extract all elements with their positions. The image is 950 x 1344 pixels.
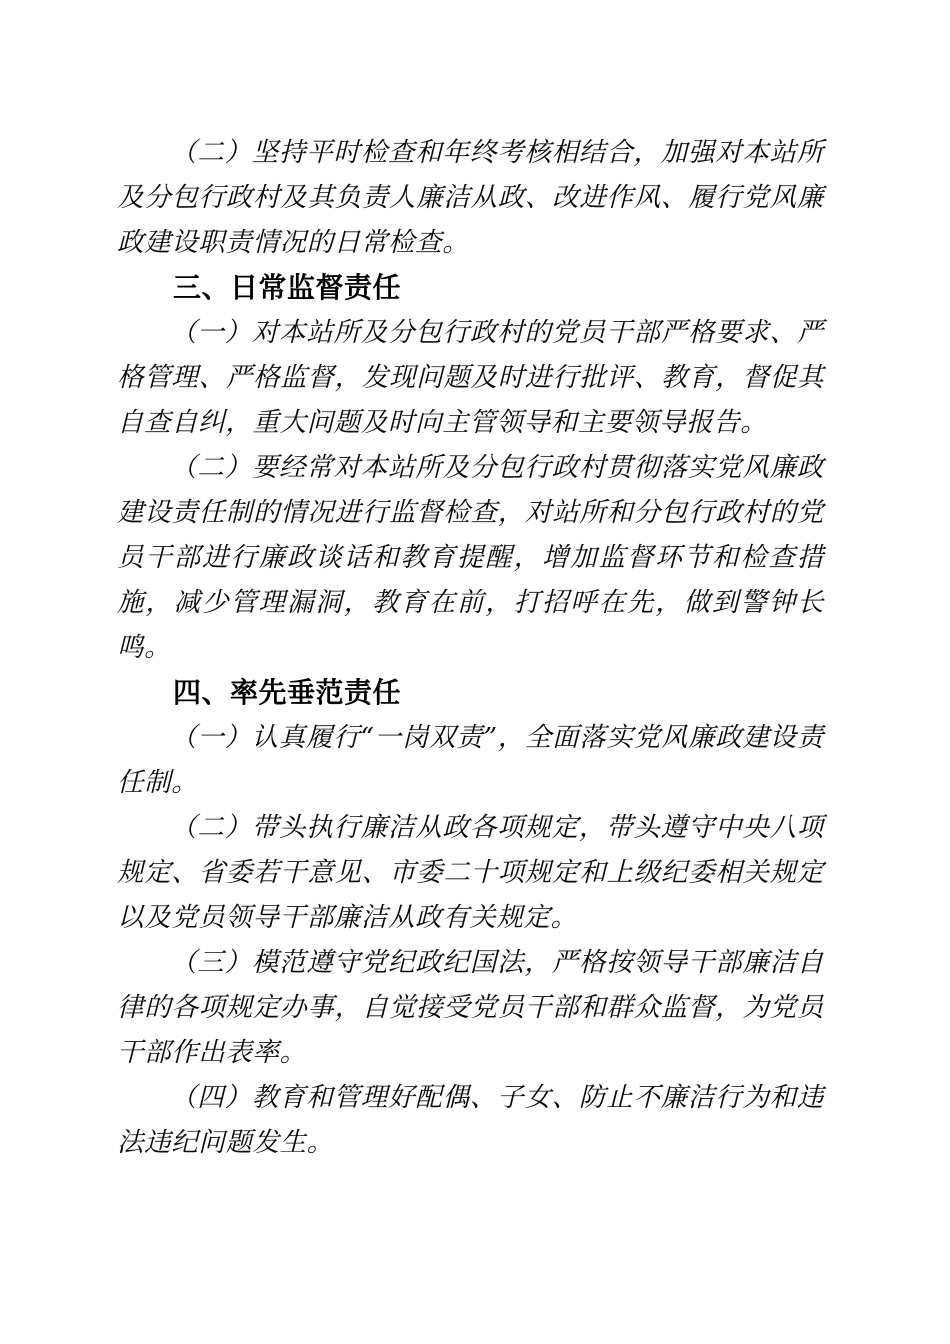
paragraph-4-2: （二）带头执行廉洁从政各项规定，带头遵守中央八项规定、省委若干意见、市委二十项规定和上级纪委相关规定以及党员领导干部廉洁从政有关规定。 [117,812,824,933]
section-heading-three: 三、日常监督责任 [173,271,402,304]
paragraph-3-2: （二）要经常对本站所及分包行政村贯彻落实党风廉政建设责任制的情况进行监督检查，对站所和分包行政村的党员干部进行廉政谈话和教育提醒，增加监督环节和检查措施，减少管理漏洞，教育在前，打招呼在先，做到警钟长鸣。 [117,452,824,663]
paragraph-4-3: （三）模范遵守党纪政纪国法，严格按领导干部廉洁自律的各项规定办事，自觉接受党员干部和群众监督，为党员干部作出表率。 [117,947,824,1068]
document-text-block [117,130,824,1165]
paragraph-4-1: （一）认真履行“一岗双责”，全面落实党风廉政建设责任制。 [117,722,824,798]
paragraph-4-4: （四）教育和管理好配偶、子女、防止不廉洁行为和违法违纪问题发生。 [117,1082,824,1158]
paragraph-3-1: （一）对本站所及分包行政村的党员干部严格要求、严格管理、严格监督，发现问题及时进行批评、教育，督促其自查自纠，重大问题及时向主管领导和主要领导报告。 [117,317,824,438]
paragraph-2-2: （二）坚持平时检查和年终考核相结合，加强对本站所及分包行政村及其负责人廉洁从政、改进作风、履行党风廉政建设职责情况的日常检查。 [117,137,824,258]
section-heading-four: 四、率先垂范责任 [173,676,402,709]
